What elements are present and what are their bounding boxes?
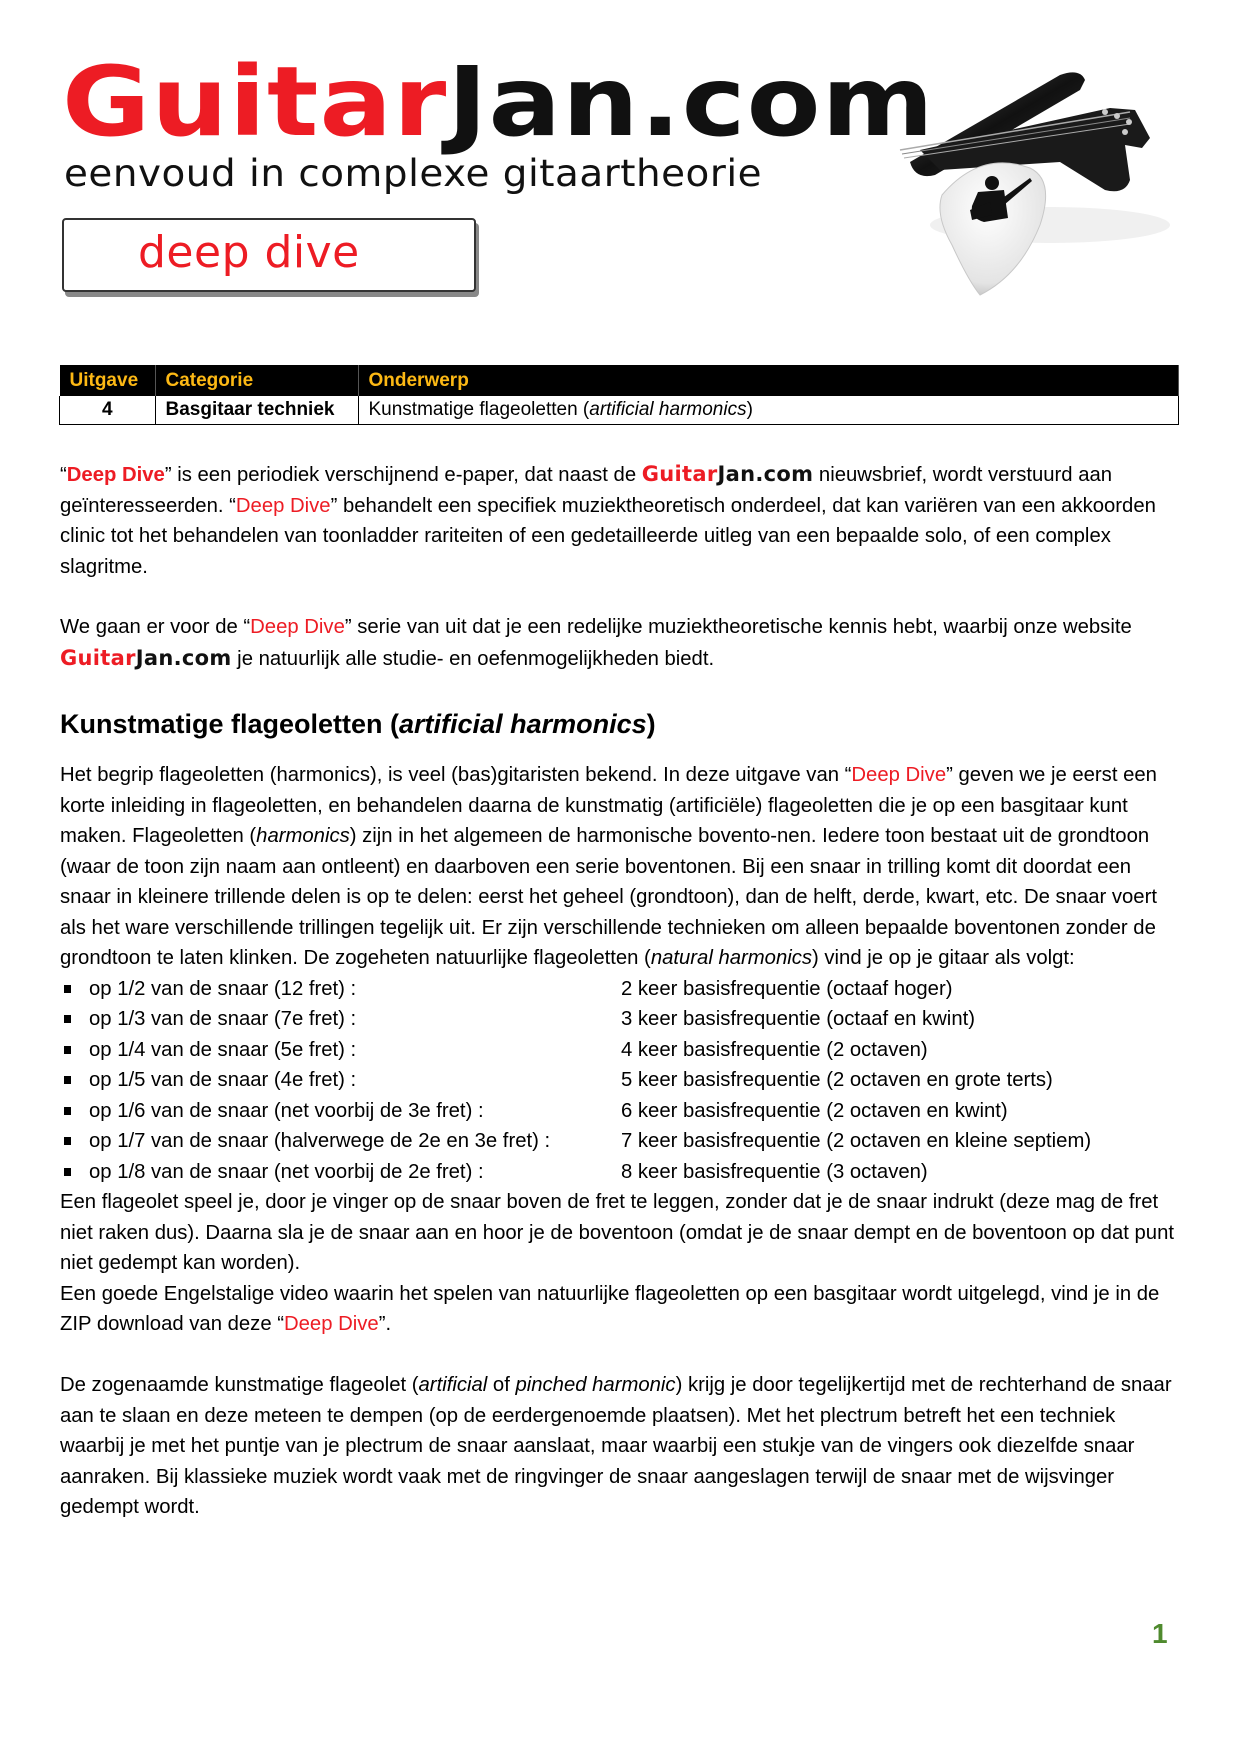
issue-number: 4 [60, 396, 156, 425]
brand-deep-dive: Deep Dive [250, 616, 345, 638]
harmonic-position: op 1/5 van de snaar (4e fret) : [89, 1069, 357, 1091]
harmonic-result: 5 keer basisfrequentie (2 octaven en grote terts) [621, 1069, 1053, 1091]
list-item [60, 1065, 1185, 1096]
text: Een goede Engelstalige video waarin het spelen van natuurlijke flageoletten op een basgitaar wordt uitgelegd, vind je in de ZIP download van deze “ [60, 1282, 1160, 1335]
text: ” geven we je eerst een korte inleiding in flageoletten, en behandelen daarna de kunstmatig (artificiële) flageoletten die je op een basgitaar kunt maken. Flageoletten ( [60, 764, 1157, 847]
section-heading [60, 706, 656, 742]
harmonic-position: op 1/3 van de snaar (7e fret) : [89, 1008, 357, 1030]
table-row [60, 396, 1179, 425]
table-header-row [60, 365, 1179, 396]
text: nieuwsbrief, wordt verstuurd aan geïnteresseerden. “ [60, 464, 1113, 517]
issue-info-table [59, 365, 1179, 425]
issue-category: Basgitaar techniek [155, 396, 358, 425]
text: je natuurlijk alle studie- en oefenmogelijkheden biedt. [231, 647, 715, 670]
inline-logo [60, 646, 232, 670]
harmonic-result: 4 keer basisfrequentie (2 octaven) [621, 1038, 928, 1061]
harmonic-result: 8 keer basisfrequentie (3 octaven) [621, 1160, 928, 1183]
section-paragraph-3 [60, 1279, 1185, 1340]
text: ” behandelt een specifiek muziektheoretisch onderdeel, dat kan variëren van een akkoorden clinic tot het behandelen van toonladder rariteiten of een gedetailleerde uitleg van een bepaalde solo, of een complex slagritme. [60, 494, 1156, 578]
site-logo [62, 46, 935, 158]
heading-close: ) [646, 709, 656, 739]
text: ) vind je op je gitaar als volgt: [812, 947, 1075, 969]
series-badge [62, 218, 476, 292]
page-number: 1 [1152, 1618, 1168, 1649]
text: ”. [378, 1313, 392, 1335]
harmonic-position: op 1/6 van de snaar (net voorbij de 3e fret) : [89, 1099, 484, 1122]
harmonic-result: 6 keer basisfrequentie (2 octaven en kwint) [621, 1099, 1008, 1122]
list-item [60, 1004, 1185, 1035]
spacer [60, 1340, 1185, 1371]
inline-logo [642, 462, 814, 486]
inline-logo-jan: Jan.com [717, 462, 814, 486]
series-badge-label: deep dive [138, 227, 360, 278]
section-body [60, 760, 1185, 1523]
logo-jan: Jan.com [447, 46, 935, 158]
text: ” serie van uit dat je een redelijke muziektheoretische kennis hebt, waarbij onze website [344, 616, 1132, 638]
subject-italic: artificial harmonics [589, 399, 747, 420]
header-categorie: Categorie [155, 365, 358, 396]
inline-logo-guitar: Guitar [641, 462, 718, 486]
harmonic-position: op 1/2 van de snaar (12 fret) : [89, 977, 357, 1000]
section-paragraph-4 [60, 1370, 1185, 1523]
issue-subject [358, 396, 1179, 425]
text: ) zijn in het algemeen de harmonische bovento-nen. Iedere toon bestaat uit de grondtoon (waar de toon zijn naam aan ontleent) en daarboven een serie boventonen. Bij een snaar in trilling komt dit doordat een snaar in kleinere trillende delen is op te delen: eerst het geheel (grondtoon), dan de helft, derde, kwart, etc. De snaar voert als het ware verschillende trillingen tegelijk uit. Er zijn verschillende technieken om alleen bepaalde boventonen zonder de grondtoon te laten klinken. De zogeheten natuurlijke flageoletten ( [60, 825, 1157, 969]
harmonics-list [60, 974, 1185, 1188]
italic-term: harmonics [256, 825, 350, 847]
text: Het begrip flageoletten (harmonics), is veel (bas)gitaristen bekend. In deze uitgave van “ [60, 764, 852, 786]
harmonic-position: op 1/7 van de snaar (halverwege de 2e en 3e fret) : [89, 1130, 551, 1152]
italic-term: pinched harmonic [515, 1374, 676, 1396]
heading-italic: artificial harmonics [399, 709, 647, 739]
harmonic-position: op 1/8 van de snaar (net voorbij de 2e fret) : [89, 1160, 484, 1183]
harmonic-result: 2 keer basisfrequentie (octaaf hoger) [621, 977, 953, 1000]
harmonic-result: 3 keer basisfrequentie (octaaf en kwint) [621, 1008, 975, 1030]
list-item [60, 1096, 1185, 1127]
inline-logo-jan: Jan.com [135, 645, 232, 670]
text: ) krijg je door tegelijkertijd met de rechterhand de snaar aan te slaan en deze meteen te dempen (op de eerdergenoemde plaatsen). Met het plectrum betreft het een techniek waarbij je met het puntje van je plectrum de snaar aanslaat, maar waarbij een stukje van de vingers ook diezelfde snaar aanraken. Bij klassieke muziek wordt vaak met de ringvinger de snaar aangeslagen terwijl de snaar met de wijsvinger gedempt wordt. [60, 1374, 1172, 1518]
header-uitgave: Uitgave [60, 365, 156, 396]
text: ” is een periodiek verschijnend e-paper, dat naast de [164, 464, 642, 486]
text: “ [60, 464, 67, 486]
harmonic-position: op 1/4 van de snaar (5e fret) : [89, 1038, 357, 1061]
intro-paragraph-1 [60, 459, 1185, 582]
list-item [60, 1157, 1185, 1188]
text: De zogenaamde kunstmatige flageolet ( [60, 1374, 419, 1396]
text: of [487, 1374, 516, 1396]
brand-deep-dive: Deep Dive [284, 1313, 379, 1335]
intro-paragraph-2 [60, 612, 1185, 674]
site-tagline: eenvoud in complexe gitaartheorie [64, 152, 763, 195]
section-paragraph-2: Een flageolet speel je, door je vinger op de snaar boven de fret te leggen, zonder dat je de snaar indrukt (deze mag de fret niet raken dus). Daarna sla je de snaar aan en hoor je de boventoon (omdat je de snaar dempt en de boventoon op dat punt niet gedempt kan worden). [60, 1191, 1174, 1274]
header-onderwerp: Onderwerp [358, 365, 1179, 396]
guitar-and-pick-icon [880, 50, 1180, 310]
italic-term: natural harmonics [650, 947, 813, 969]
brand-deep-dive: Deep Dive [235, 494, 331, 517]
harmonic-result: 7 keer basisfrequentie (2 octaven en kleine septiem) [621, 1130, 1092, 1152]
brand-deep-dive: Deep Dive [66, 464, 165, 486]
list-item [60, 1126, 1185, 1157]
text: We gaan er voor de “ [60, 616, 251, 638]
heading-text: Kunstmatige flageoletten ( [60, 709, 400, 739]
subject-text: Kunstmatige flageoletten ( [368, 399, 590, 420]
list-item [60, 1035, 1185, 1066]
section-paragraph-1 [60, 760, 1185, 974]
logo-guitar: Guitar [62, 46, 448, 158]
subject-close: ) [746, 399, 753, 420]
inline-logo-guitar: Guitar [60, 645, 136, 670]
italic-term: artificial [418, 1374, 488, 1396]
list-item [60, 974, 1185, 1005]
brand-deep-dive: Deep Dive [851, 764, 947, 786]
